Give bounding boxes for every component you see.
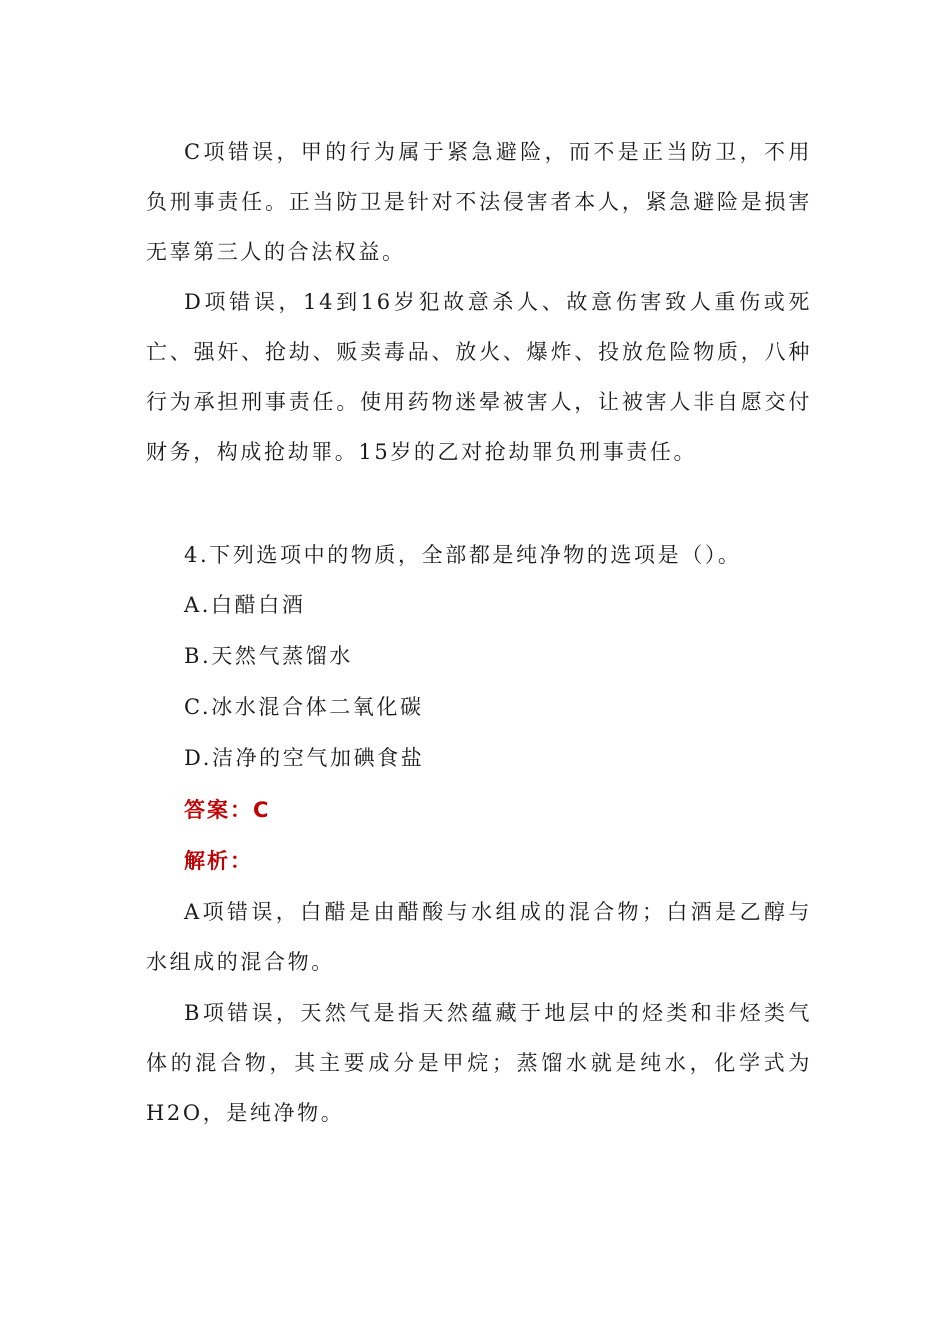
option-a: A.白醋白酒 <box>184 593 306 617</box>
analysis-option-c: C项错误，甲的行为属于紧急避险，而不是正当防卫，不用负刑事责任。正当防卫是针对不法侵害者本人，紧急避险是损害无辜第三人的合法权益。 <box>146 140 812 264</box>
option-d: D.洁净的空气加碘食盐 <box>184 746 425 770</box>
analysis-option-a: A项错误，白醋是由醋酸与水组成的混合物；白酒是乙醇与水组成的混合物。 <box>146 900 812 974</box>
question-stem: 4.下列选项中的物质，全部都是纯净物的选项是（）。 <box>184 543 742 567</box>
analysis-option-d: D项错误，14到16岁犯故意杀人、故意伤害致人重伤或死亡、强奸、抢劫、贩卖毒品、放火、爆炸、投放危险物质，八种行为承担刑事责任。使用药物迷晕被害人，让被害人非自愿交付财务，构成抢劫罪。15岁的乙对抢劫罪负刑事责任。 <box>146 290 812 464</box>
option-c: C.冰水混合体二氧化碳 <box>184 695 424 719</box>
answer-label: 答案：C <box>184 798 271 822</box>
analysis-option-b: B项错误，天然气是指天然蕴藏于地层中的烃类和非烃类气体的混合物，其主要成分是甲烷；蒸馏水就是纯水，化学式为H2O，是纯净物。 <box>146 1001 812 1125</box>
analysis-label: 解析： <box>184 849 253 873</box>
option-b: B.天然气蒸馏水 <box>184 644 353 668</box>
